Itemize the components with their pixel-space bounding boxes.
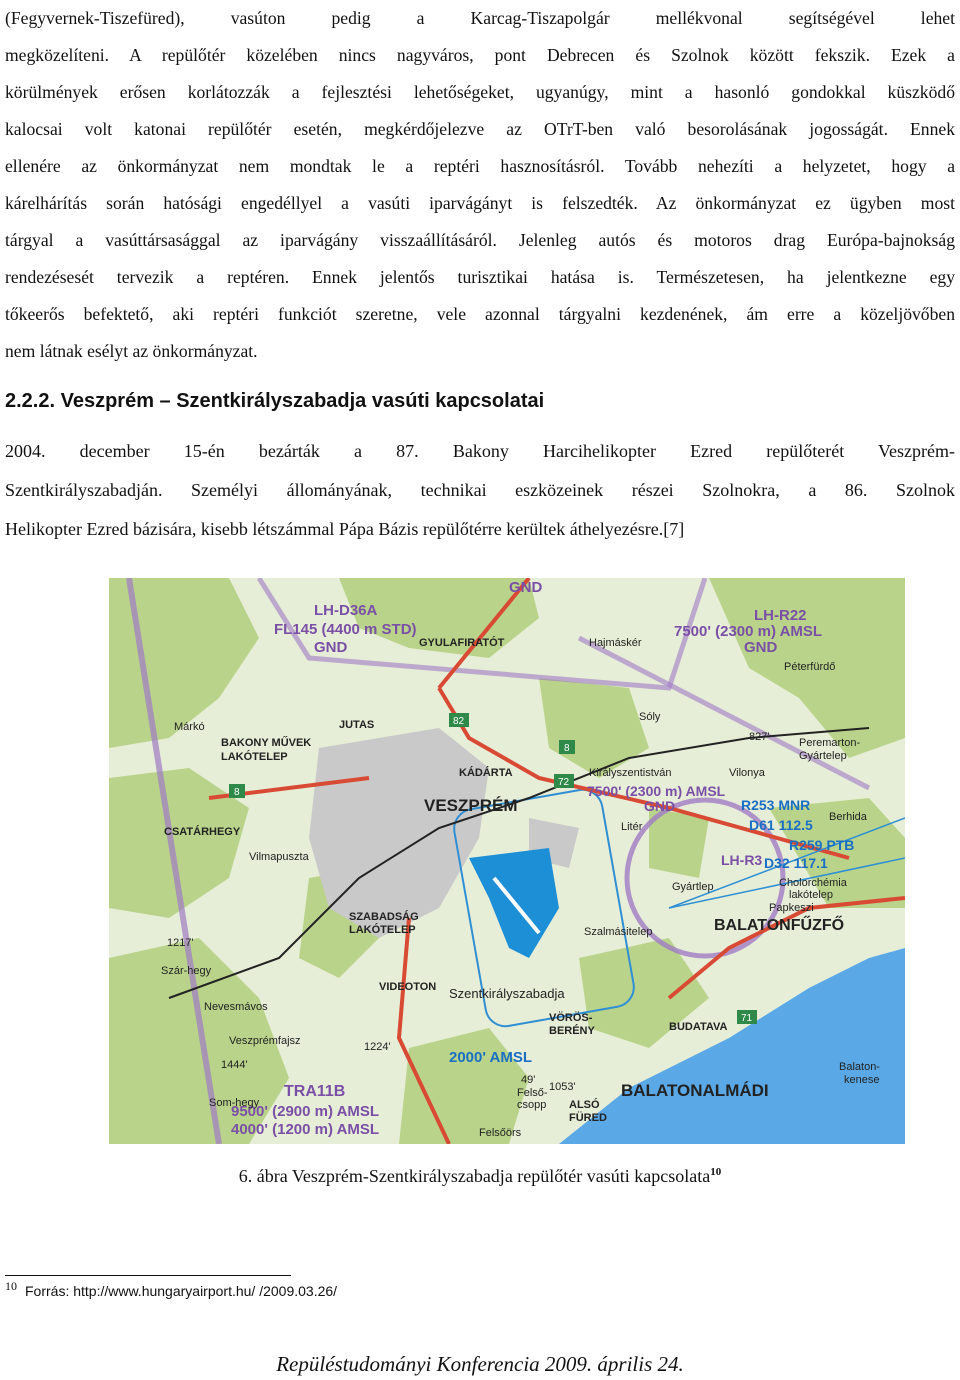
map-label: Papkeszi <box>769 902 814 914</box>
road-number: 8 <box>564 743 570 754</box>
map-label: Királyszentistván <box>589 767 672 779</box>
map-label: FÜRED <box>569 1112 607 1124</box>
footnote-ref: 10 <box>710 1166 722 1178</box>
map-label: SZABADSÁG <box>349 911 419 923</box>
map-label: LH-R3 <box>721 852 763 868</box>
map-label: Felső- <box>517 1087 548 1099</box>
map-label: CSATÁRHEGY <box>164 826 241 838</box>
road-number: 82 <box>453 716 465 727</box>
map-label: TRA11B <box>284 1083 346 1100</box>
footnote <box>5 1279 338 1301</box>
text-line: rendezésesét tervezik a reptéren. Ennek jelentős turisztikai hatása is. Természetesen, ha jelentkezne egy <box>5 267 955 287</box>
map-label: Szár-hegy <box>161 965 212 977</box>
map-label: Felsőörs <box>479 1127 522 1139</box>
text-line: tárgyal a vasúttársasággal az iparvágány visszaállításáról. Jelenleg autós és motoros drag Európa-bajnokság <box>5 230 955 250</box>
map-label: 827' <box>749 731 770 743</box>
map-label: VÖRÖS- <box>549 1012 593 1024</box>
map-label: Nevesmávos <box>204 1001 268 1013</box>
map-label: Márkó <box>174 721 205 733</box>
footnote-text: Forrás: http://www.hungaryairport.hu/ /2009.03.26/ <box>25 1283 338 1299</box>
map-label: Litér <box>621 821 643 833</box>
map-label: BAKONY MŰVEK <box>221 737 312 749</box>
map-label: R259 PTB <box>789 837 855 853</box>
road-number: 8 <box>234 787 240 798</box>
map-label: 7500' (2300 m) AMSL <box>674 623 823 640</box>
map-label: GND <box>644 798 676 814</box>
map-label: Peremarton- <box>799 737 861 749</box>
map-label: Szalmásitelep <box>584 926 653 938</box>
section-heading: 2.2.2. Veszprém – Szentkirályszabadja vasúti kapcsolatai <box>5 390 545 412</box>
map-label: GYULAFIRATÓT <box>419 637 505 649</box>
map-label: kenese <box>844 1074 880 1086</box>
map-label: Cholorchémia <box>779 877 847 889</box>
footnote-divider <box>5 1275 291 1276</box>
map-label: BALATONALMÁDI <box>621 1081 769 1100</box>
map-label: 4000' (1200 m) AMSL <box>231 1121 380 1138</box>
map-label: VESZPRÉM <box>424 796 518 815</box>
map-label: 7500' (2300 m) AMSL <box>587 783 726 799</box>
map-label: 2000' AMSL <box>449 1049 533 1066</box>
map-label: D61 112.5 <box>749 817 813 833</box>
map-svg <box>109 578 905 1144</box>
map-label: 1444' <box>221 1059 248 1071</box>
figure-caption <box>0 1166 960 1187</box>
text-line: körülmények erősen korlátozzák a fejlesztési lehetőségeket, ugyanúgy, mint a hasonló gondokkal küszködő <box>5 82 955 102</box>
map-label: FL145 (4400 m STD) <box>274 621 417 638</box>
caption-text: 6. ábra Veszprém-Szentkirályszabadja repülőtér vasúti kapcsolata <box>238 1166 711 1186</box>
map-label: R253 MNR <box>741 797 811 813</box>
map-label: LAKÓTELEP <box>221 751 288 763</box>
map-label: 9500' (2900 m) AMSL <box>231 1103 380 1120</box>
map-label: JUTAS <box>339 719 375 731</box>
text-line: kalocsai volt katonai repülőtér esetén, megkérdőjelezve az OTrT-ben való besorolásának jogosságát. Ennek <box>5 119 955 139</box>
map-label: Som-hegy <box>209 1097 260 1109</box>
map-label: GND <box>509 579 543 596</box>
map-label: Vilonya <box>729 767 765 779</box>
map-label: VIDEOTON <box>379 981 437 993</box>
map-label: GND <box>314 639 348 656</box>
page-footer: Repüléstudományi Konferencia 2009. április 24. <box>276 1352 684 1376</box>
map-label: 49' <box>521 1074 536 1086</box>
text-line: (Fegyvernek-Tiszefüred), vasúton pedig a Karcag-Tiszapolgár mellékvonal segítségével lehet <box>5 8 955 28</box>
map-label: 1224' <box>364 1041 391 1053</box>
map-label: BALATONFŰZFŐ <box>714 917 845 934</box>
map-label: Berhida <box>829 811 867 823</box>
map-label: 1053' <box>549 1081 576 1093</box>
map-label: Balaton- <box>839 1061 880 1073</box>
text-line: ellenére az önkormányzat nem mondtak le a reptéri hasznosításról. Tovább nehezíti a helyzetet, hogy a <box>5 156 955 176</box>
map-label: Péterfürdő <box>784 661 836 673</box>
footnote-number: 10 <box>5 1279 17 1293</box>
map-label: 1217' <box>167 937 194 949</box>
aeronautical-map <box>109 578 905 1144</box>
map-label: Vilmapuszta <box>249 851 309 863</box>
map-label: Gyártelep <box>799 750 847 762</box>
road-number: 72 <box>558 777 570 788</box>
map-label: csopp <box>517 1099 547 1111</box>
text-line: 2004. december 15-én bezárták a 87. Bakony Harcihelikopter Ezred repülőterét Veszprém- <box>5 441 955 461</box>
text-line: megközelíteni. A repülőtér közelében nincs nagyváros, pont Debrecen és Szolnok között fekszik. Ezek a <box>5 45 955 65</box>
paragraph-2 <box>5 432 955 549</box>
map-label: D32 117.1 <box>764 855 828 871</box>
map-label: ALSÓ <box>569 1099 600 1111</box>
map-label: LH-D36A <box>314 602 378 619</box>
text-line: nem látnak esélyt az önkormányzat. <box>5 341 258 361</box>
map-label: Gyártlep <box>672 881 714 893</box>
road-number: 71 <box>741 1013 753 1024</box>
paragraph-1 <box>5 0 955 370</box>
map-label: Hajmáskér <box>589 637 642 649</box>
map-label: Veszprémfajsz <box>229 1035 301 1047</box>
text-line: kárelhárítás során hatósági engedéllyel a vasúti iparvágányt is felszedték. Az önkormányzat ez ügyben most <box>5 193 955 213</box>
map-label: BERÉNY <box>549 1025 595 1037</box>
text-line: Szentkirályszabadján. Személyi állományának, technikai eszközeinek részei Szolnokra, a 86. Szolnok <box>5 480 955 500</box>
map-label: Szentkirályszabadja <box>449 986 565 1001</box>
map-label: lakótelep <box>789 889 834 901</box>
text-line: Helikopter Ezred bázisára, kisebb létszámmal Pápa Bázis repülőtérre kerültek áthelyezésre.[7] <box>5 519 685 539</box>
map-label: Sóly <box>639 711 661 723</box>
text-line: tőkeerős befektető, aki reptéri funkciót szeretne, vele azonnal tárgyalni kezdenének, ám erre a közeljövőben <box>5 304 955 324</box>
map-label: KÁDÁRTA <box>459 767 513 779</box>
map-label: GND <box>744 639 778 656</box>
map-label: LH-R22 <box>754 607 807 624</box>
map-label: BUDATAVA <box>669 1021 728 1033</box>
map-label: LAKÓTELEP <box>349 924 416 936</box>
